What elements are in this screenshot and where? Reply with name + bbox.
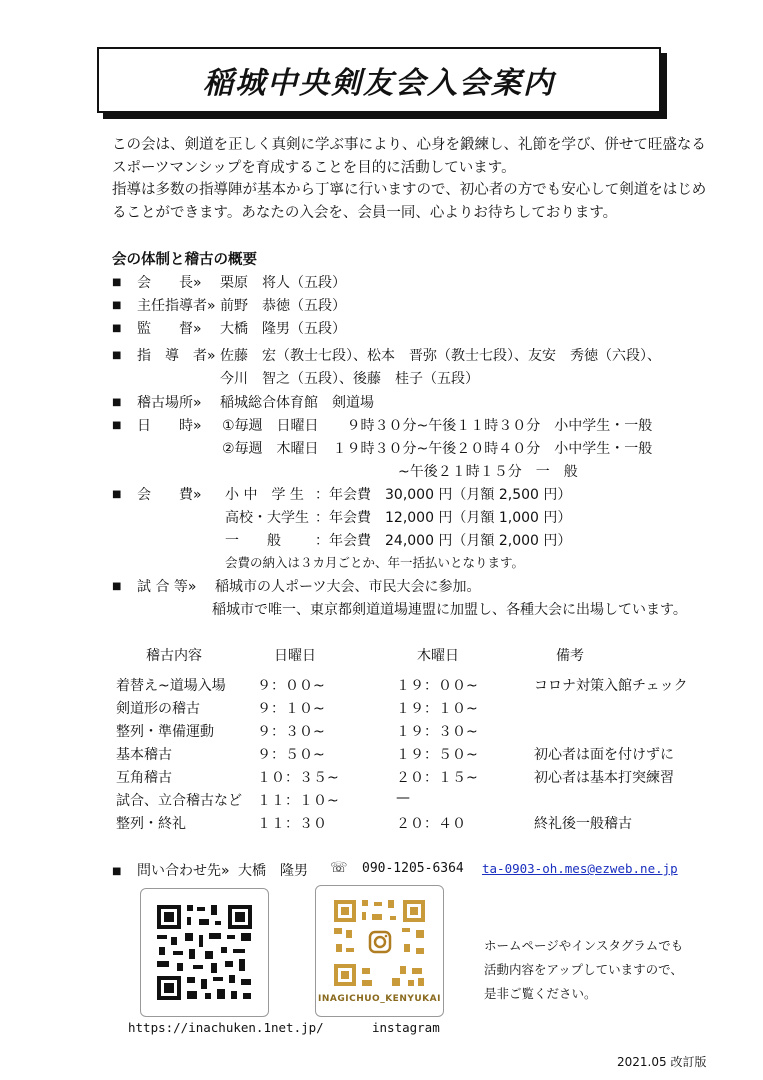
nichiji-line3: ~午後２１時１５分 一 般: [398, 464, 578, 480]
homepage-url[interactable]: https://inachuken.1net.jp/: [128, 1020, 324, 1035]
kantoku-value: 大橋 隆男（五段）: [220, 321, 346, 337]
table-row-thursday: —: [396, 790, 410, 806]
table-row-item: 整列・終礼: [116, 816, 186, 832]
contact-name: 大橋 隆男: [238, 863, 308, 879]
table-row-item: 試合、立合稽古など: [116, 793, 242, 809]
bullet-icon: ■: [112, 397, 122, 408]
intro-paragraph-1: この会は、剣道を正しく真剣に学ぶ事により、心身を鍛練し、礼節を学び、併せて旺盛なるスポーツマンシップを育成することを目的に活動しています。: [112, 137, 706, 176]
kaihi-fee: ：年会費 24,000 円（月額 2,000 円）: [315, 533, 572, 549]
revision-footer: 2021.05 改訂版: [617, 1055, 707, 1069]
table-row-item: 整列・準備運動: [116, 724, 214, 740]
shiai-line2: 稲城市で唯一、東京都剣道道場連盟に加盟し、各種大会に出場しています。: [212, 602, 687, 618]
bullet-icon: ■: [112, 300, 122, 311]
shunin-value: 前野 恭徳（五段）: [220, 298, 346, 314]
qr-note-line2: 活動内容をアップしていますので、: [484, 962, 683, 977]
kaicho-label: 会 長»: [137, 275, 202, 291]
nichiji-line2: ②毎週 木曜日 １９時３０分~午後２０時４０分 小中学生・一般: [222, 441, 653, 457]
kantoku-label: 監 督»: [137, 321, 202, 337]
kaihi-note: 会費の納入は３カ月ごとか、年一括払いとなります。: [225, 555, 525, 570]
contact-phone: 090-1205-6364: [362, 861, 464, 876]
table-row-note: 終礼後一般稽古: [534, 816, 632, 832]
kaihi-who: 高校・大学生: [225, 510, 309, 526]
table-header-sunday: 日曜日: [274, 648, 316, 664]
kaihi-who: 一 般: [225, 533, 281, 549]
table-row-thursday: ２０：１５~: [396, 770, 478, 786]
kaihi-fee: ：年会費 30,000 円（月額 2,500 円）: [315, 487, 572, 503]
qr-note-line1: ホームページやインスタグラムでも: [484, 938, 684, 953]
bullet-icon: ■: [112, 323, 122, 334]
kaihi-label: 会 費»: [137, 487, 202, 503]
intro-paragraph-2: 指導は多数の指導陣が基本から丁寧に行いますので、初心者の方でも安心して剣道をはじめることができます。あなたの入会を、会員一同、心よりお待ちしております。: [112, 182, 707, 221]
nichiji-line1: ①毎週 日曜日 ９時３０分~午後１１時３０分 小中学生・一般: [222, 418, 653, 434]
contact-email-link[interactable]: ta-0903-oh.mes@ezweb.ne.jp: [482, 861, 678, 876]
table-row-item: 互角稽古: [116, 770, 172, 786]
table-row-sunday: ９：３０~: [257, 724, 325, 740]
table-header-item: 稽古内容: [146, 648, 202, 664]
shidousha-line2: 今川 智之（五段）、後藤 桂子（五段）: [220, 371, 479, 387]
table-header-note: 備考: [556, 648, 584, 664]
phone-icon: ☏: [330, 860, 348, 876]
bullet-icon: ■: [112, 277, 122, 288]
instagram-handle: INAGICHUO_KENYUKAI: [318, 994, 441, 1004]
table-row-thursday: １９：３０~: [396, 724, 478, 740]
table-row-note: コロナ対策入館チェック: [534, 678, 688, 694]
instagram-qr-box[interactable]: [315, 885, 444, 1017]
table-row-item: 着替え~道場入場: [116, 678, 226, 694]
contact-label: 問い合わせ先»: [137, 863, 230, 879]
bullet-icon: ■: [112, 866, 122, 877]
kaihi-who: 小 中 学 生: [225, 487, 304, 503]
bullet-icon: ■: [112, 489, 122, 500]
table-header-thursday: 木曜日: [417, 648, 459, 664]
intro: [112, 134, 712, 224]
table-row-thursday: １９：００~: [396, 678, 478, 694]
table-row-thursday: ２０：４０: [396, 816, 466, 832]
table-row-note: 初心者は面を付けずに: [534, 747, 674, 763]
title-box: [97, 47, 661, 113]
basho-label: 稽古場所»: [137, 395, 202, 411]
qr-note-line3: 是非ご覧ください。: [484, 986, 597, 1001]
basho-value: 稲城総合体育館 剣道場: [220, 395, 374, 411]
homepage-qr-box[interactable]: [140, 888, 269, 1017]
instagram-label[interactable]: instagram: [372, 1020, 440, 1035]
bullet-icon: ■: [112, 420, 122, 431]
table-row-sunday: １０：３５~: [257, 770, 339, 786]
table-row-thursday: １９：５０~: [396, 747, 478, 763]
nichiji-label: 日 時»: [137, 418, 202, 434]
table-row-item: 剣道形の稽古: [116, 701, 200, 717]
table-row-item: 基本稽古: [116, 747, 172, 763]
table-row-sunday: ９：１０~: [257, 701, 325, 717]
table-row-thursday: １９：１０~: [396, 701, 478, 717]
table-row-sunday: １１：３０: [257, 816, 327, 832]
shiai-line1: 稲城市の人ポーツ大会、市民大会に参加。: [215, 579, 481, 595]
shidousha-line1: 佐藤 宏（教士七段）、松本 晋弥（教士七段）、友安 秀徳（六段）、: [220, 348, 661, 364]
homepage-qr-code: [141, 889, 268, 1016]
shidousha-label: 指 導 者»: [137, 348, 216, 364]
kaicho-value: 栗原 将人（五段）: [220, 275, 346, 291]
bullet-icon: ■: [112, 350, 122, 361]
table-row-sunday: ９：５０~: [257, 747, 325, 763]
page-title: 稲城中央剣友会入会案内: [203, 66, 555, 101]
bullet-icon: ■: [112, 581, 122, 592]
kaihi-fee: ：年会費 12,000 円（月額 1,000 円）: [315, 510, 572, 526]
shunin-label: 主任指導者»: [137, 298, 216, 314]
table-row-note: 初心者は基本打突練習: [534, 770, 674, 786]
section-heading: 会の体制と稽古の概要: [112, 252, 257, 268]
table-row-sunday: ９：００~: [257, 678, 325, 694]
shiai-label: 試 合 等»: [137, 579, 197, 595]
table-row-sunday: １１：１０~: [257, 793, 339, 809]
